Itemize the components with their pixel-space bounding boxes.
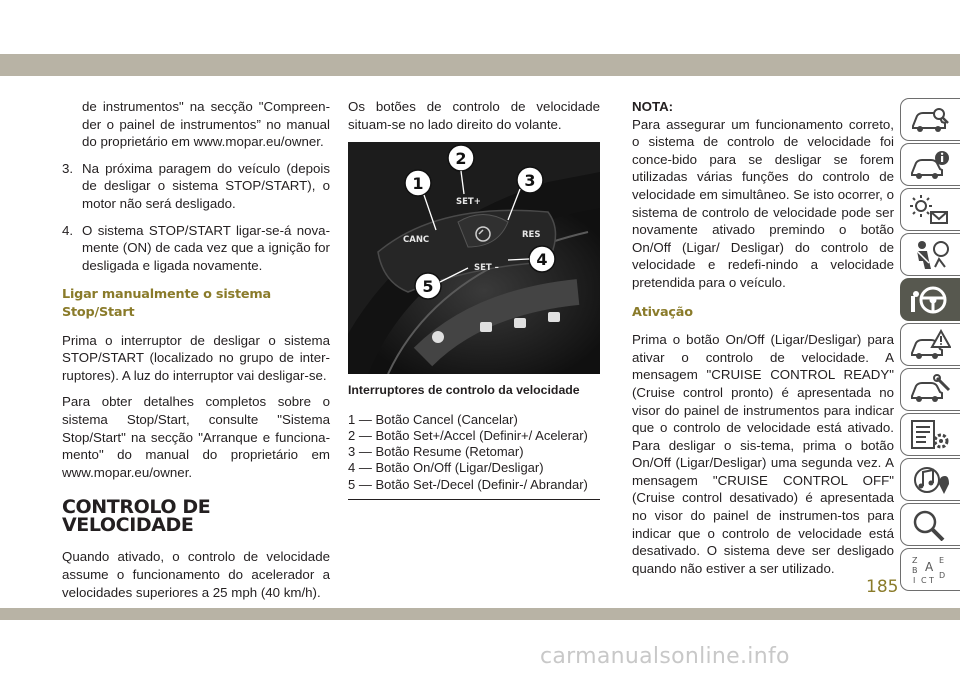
paragraph: Os botões de controlo de velocidade situam-se no lado direito do volante. [348, 99, 600, 132]
top-color-band [0, 54, 960, 76]
alphabet-index-icon [909, 554, 951, 586]
steering-wheel-controls-figure [348, 142, 600, 374]
svg-text:D: D [939, 571, 946, 580]
callout-4-number: 4 [536, 250, 548, 270]
paragraph: Quando ativado, o controlo de velocidade assume o funcionamento do acelerador a velocidades superiores a 25 mph (40 km/h). [62, 549, 330, 600]
section-heading: CONTROLO DE VELOCIDADE [62, 496, 211, 536]
magnifier-icon [909, 509, 951, 541]
paragraph: Para obter detalhes completos sobre o sistema Stop/Start, consulte "Sistema Stop/Start" na secção "Arranque e funciona-mento" do manual do proprietário em www.mopar.eu/owner. [62, 394, 330, 480]
tab-car-tools[interactable] [900, 368, 960, 411]
figure-caption: Interruptores de controlo da velocidade [348, 383, 580, 398]
note-heading: NOTA: [632, 99, 674, 114]
callout-5-number: 5 [422, 277, 434, 297]
paragraph: Prima o interruptor de desligar o sistema STOP/START (localizado no grupo de inter-ruptores). A luz do interruptor vai desligar-se. [62, 332, 330, 383]
resume-label: RES [522, 230, 541, 241]
tab-steering-wheel[interactable] [900, 278, 960, 321]
svg-text:T: T [929, 576, 934, 585]
svg-text:Z: Z [912, 556, 918, 565]
tab-car-magnifier[interactable] [900, 98, 960, 141]
tab-checklist-gear[interactable] [900, 413, 960, 456]
bottom-color-band [0, 608, 960, 620]
svg-text:A: A [925, 560, 934, 574]
callout-1-number: 1 [412, 174, 424, 194]
cancel-label: CANC [403, 235, 430, 246]
chapter-tabs [900, 98, 960, 593]
car-tools-icon [909, 374, 951, 406]
legend-divider [348, 499, 600, 500]
svg-text:I: I [913, 576, 916, 585]
set-minus-label: SET – [474, 263, 499, 274]
svg-text:B: B [912, 566, 918, 575]
column-3 [632, 98, 894, 586]
tab-index[interactable] [900, 548, 960, 591]
car-info-icon [909, 149, 951, 181]
checklist-gear-icon [909, 419, 951, 451]
continued-list-text: de instrumentos" na secção "Compreen-der o painel de instrumentos” no manual do proprietário em www.mopar.eu/owner. [82, 99, 330, 150]
tab-seatbelt-airbag[interactable] [900, 233, 960, 276]
legend-item-1: 1 — Botão Cancel (Cancelar) [348, 411, 518, 427]
car-hazard-icon [909, 329, 951, 361]
callout-2-number: 2 [455, 149, 467, 169]
tab-warning-lights[interactable] [900, 188, 960, 231]
svg-text:C: C [921, 576, 927, 585]
svg-text:E: E [939, 556, 945, 565]
legend-item-5: 5 — Botão Set-/Decel (Definir-/ Abrandar) [348, 476, 588, 492]
steering-wheel-icon [909, 284, 951, 316]
page-number: 185 [866, 577, 899, 597]
legend-item-4: 4 — Botão On/Off (Ligar/Desligar) [348, 460, 544, 476]
callout-3-number: 3 [524, 171, 536, 191]
car-magnifier-icon [909, 104, 951, 136]
legend-item-2: 2 — Botão Set+/Accel (Definir+/ Acelerar) [348, 427, 588, 443]
list-number: 4. [62, 222, 74, 238]
legend-item-3: 3 — Botão Resume (Retomar) [348, 444, 524, 460]
tab-car-info[interactable] [900, 143, 960, 186]
list-text: O sistema STOP/START ligar-se-á nova-mente (ON) de cada vez que a ignição for desligada e ligada novamente. [82, 222, 330, 273]
column-1 [62, 98, 330, 610]
list-text: Na próxima paragem do veículo (depois de desligar o sistema STOP/START), o motor não será desligado. [82, 160, 330, 211]
tab-search[interactable] [900, 503, 960, 546]
music-navigation-icon [909, 464, 951, 496]
paragraph: Prima o botão On/Off (Ligar/Desligar) para ativar o controlo de velocidade. A mensagem "CRUISE CONTROL READY" (Cruise control pronto) é apresentada no visor do painel de instrumentos para indicar que o controlo de velocidade está ativado. Para desligar o sis-tema, prima o botão On/Off (Ligar/Desligar) uma segunda vez. A mensagem "CRUISE CONTROL OFF" (Cruise control desativado) é apresentada no visor do painel de instrumen-tos para indicar que o controlo de velocidade está desativado. O sistema deve ser desligado quando não estiver a ser utilizado. [632, 332, 894, 576]
steering-wheel-illustration [348, 142, 600, 374]
tab-music-navigation[interactable] [900, 458, 960, 501]
column-2 [348, 98, 600, 500]
tab-car-hazard[interactable] [900, 323, 960, 366]
note-paragraph: Para assegurar um funcionamento correto, o sistema de controlo de velocidade foi conce-bido para se desligar se forem utilizadas várias funções do controlo de velocidade em simultâneo. Se isto ocorrer, o sistema de controlo de velocidade pode ser novamente ativado premindo o botão On/Off (Ligar/ Desligar) do controlo de velocidade e redefi-nindo a velocidade pretendida para o veículo. [632, 116, 894, 290]
seatbelt-airbag-icon [909, 239, 951, 271]
warning-light-envelope-icon [909, 194, 951, 226]
list-number: 3. [62, 160, 74, 176]
list-item-4 [62, 222, 330, 275]
list-item-3 [62, 160, 330, 213]
subheading-stop-start: Ligar manualmente o sistema Stop/Start [62, 287, 271, 320]
watermark: carmanualsonline.info [540, 644, 790, 669]
subheading-activation: Ativação [632, 304, 693, 320]
set-plus-label: SET+ [456, 197, 481, 208]
